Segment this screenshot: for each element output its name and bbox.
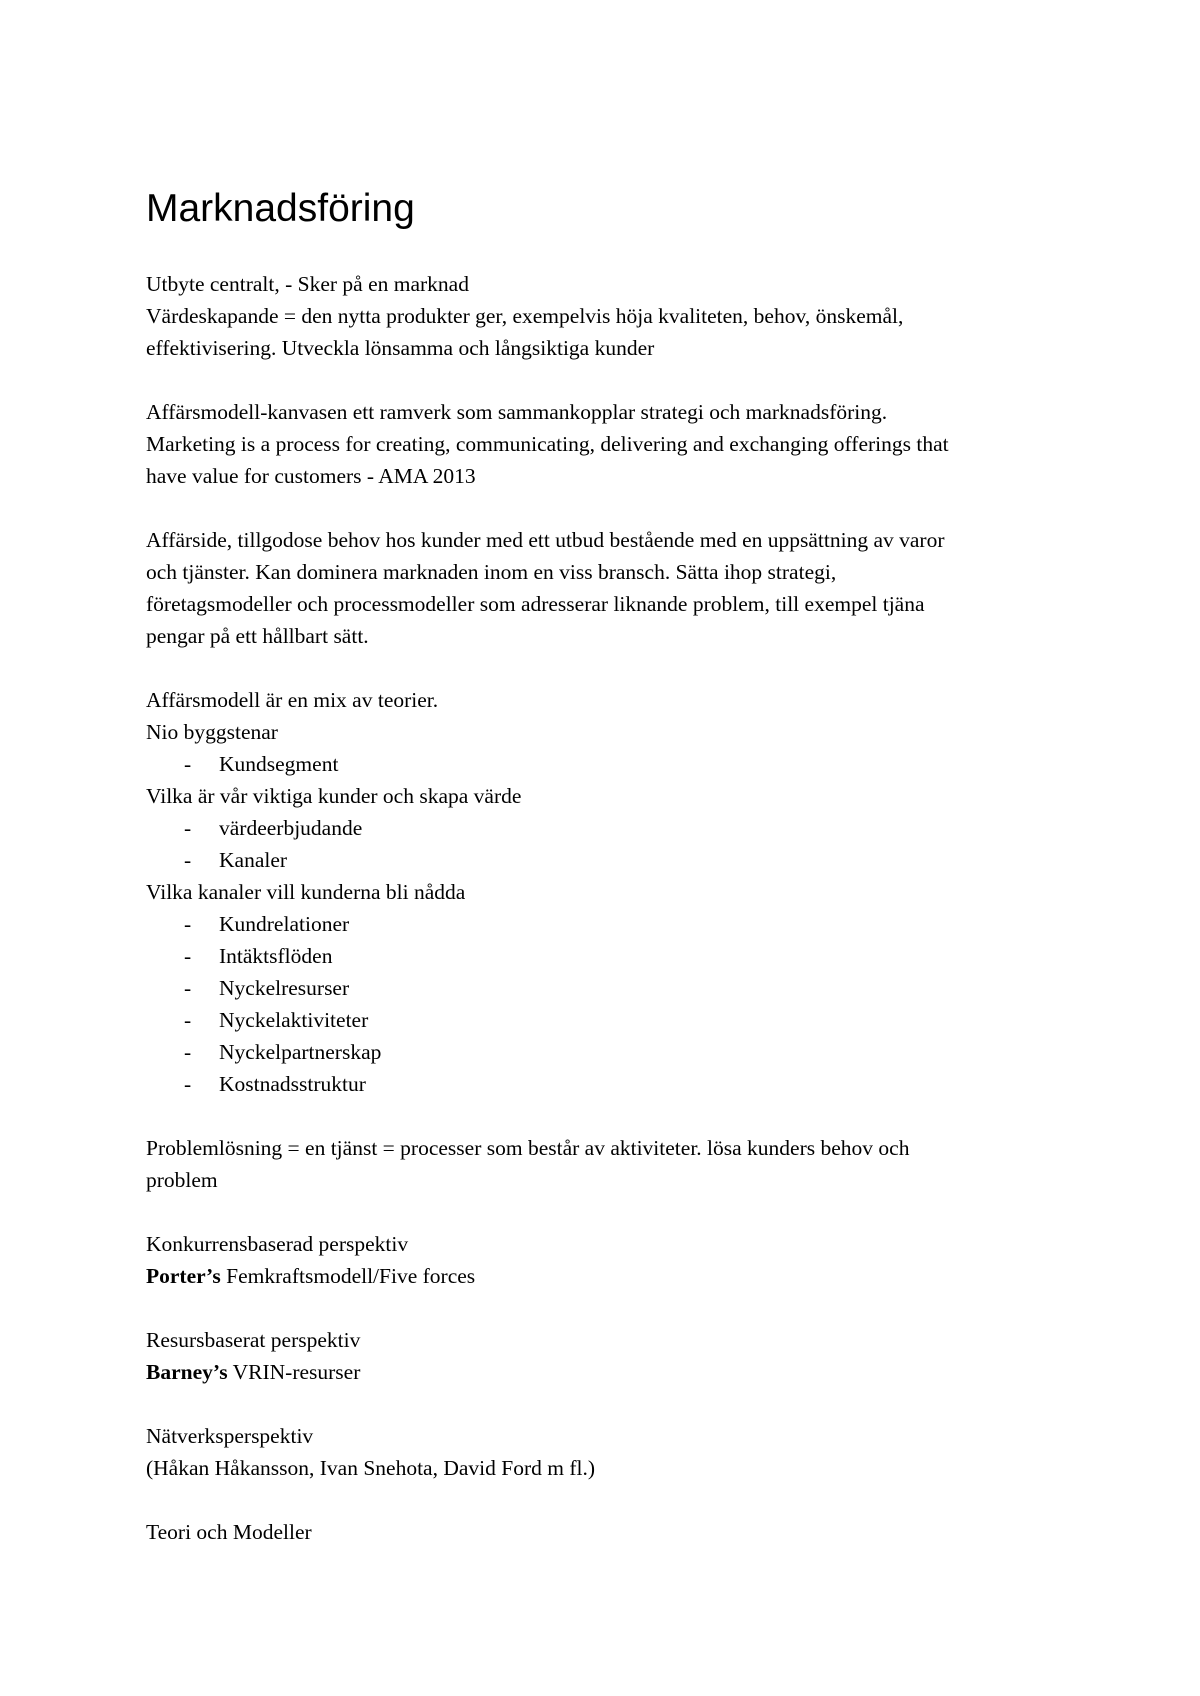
paragraph-affarsmodell-kanvasen — [146, 396, 1076, 492]
text-line: Resursbaserat perspektiv — [146, 1328, 361, 1352]
section-konkurrensbaserad — [146, 1228, 1076, 1292]
list-dash: - — [184, 1072, 192, 1096]
paragraph-utbyte — [146, 268, 1076, 364]
list-dash: - — [184, 816, 192, 840]
text-line: have value for customers - AMA 2013 — [146, 464, 476, 488]
page-title: Marknadsföring — [146, 187, 415, 230]
list-item-label: Kanaler — [219, 848, 288, 872]
blank-line — [146, 364, 1076, 396]
list-dash: - — [184, 848, 192, 872]
text-line: Affärsmodell är en mix av teorier. — [146, 688, 439, 712]
list-item — [146, 908, 1076, 940]
list-item-label: värdeerbjudande — [219, 816, 363, 840]
text-line: effektivisering. Utveckla lönsamma och långsiktiga kunder — [146, 336, 655, 360]
list-item — [146, 1036, 1076, 1068]
paragraph-affarside — [146, 524, 1076, 652]
blank-line — [146, 492, 1076, 524]
text-line: Affärside, tillgodose behov hos kunder med ett utbud bestående med en uppsättning av varor — [146, 528, 945, 552]
text-line: Problemlösning = en tjänst = processer som består av aktiviteter. lösa kunders behov och — [146, 1136, 910, 1160]
blank-line — [146, 1484, 1076, 1516]
model-name: Femkraftsmodell/Five forces — [220, 1264, 476, 1288]
list-item-label: Kundrelationer — [219, 912, 350, 936]
list-item — [146, 844, 1076, 876]
author-name: Porter’s — [146, 1264, 221, 1288]
text-line: Nätverksperspektiv — [146, 1424, 314, 1448]
text-line: Nio byggstenar — [146, 720, 278, 744]
text-line — [146, 1356, 1076, 1388]
list-item-label: Nyckelaktiviteter — [219, 1008, 369, 1032]
text-line: Vilka är vår viktiga kunder och skapa värde — [146, 784, 522, 808]
list-dash: - — [184, 912, 192, 936]
text-line: Affärsmodell-kanvasen ett ramverk som sammankopplar strategi och marknadsföring. — [146, 400, 888, 424]
text-line-teori: Teori och Modeller — [146, 1520, 312, 1544]
text-line: företagsmodeller och processmodeller som adresserar liknande problem, till exempel tjäna — [146, 592, 925, 616]
text-line: Utbyte centralt, - Sker på en marknad — [146, 272, 469, 296]
blank-line — [146, 1100, 1076, 1132]
text-line: och tjänster. Kan dominera marknaden inom en viss bransch. Sätta ihop strategi, — [146, 560, 837, 584]
blank-line — [146, 1292, 1076, 1324]
list-item — [146, 1004, 1076, 1036]
list-item-label: Nyckelresurser — [219, 976, 350, 1000]
section-byggstenar — [146, 684, 1076, 1100]
list-item — [146, 972, 1076, 1004]
author-name: Barney’s — [146, 1360, 228, 1384]
text-line: Värdeskapande = den nytta produkter ger, exempelvis höja kvaliteten, behov, önskemål, — [146, 304, 904, 328]
model-name: VRIN-resurser — [227, 1360, 361, 1384]
blank-line — [146, 1388, 1076, 1420]
list-dash: - — [184, 976, 192, 1000]
list-item — [146, 940, 1076, 972]
list-item-label: Intäktsflöden — [219, 944, 333, 968]
blank-line — [146, 1196, 1076, 1228]
text-line: Marketing is a process for creating, communicating, delivering and exchanging offerings that — [146, 432, 949, 456]
list-dash: - — [184, 1008, 192, 1032]
list-item-label: Nyckelpartnerskap — [219, 1040, 382, 1064]
section-resursbaserat — [146, 1324, 1076, 1388]
list-item — [146, 748, 1076, 780]
list-item — [146, 812, 1076, 844]
blank-line — [146, 652, 1076, 684]
paragraph-problemlosning — [146, 1132, 1076, 1196]
text-line: Konkurrensbaserad perspektiv — [146, 1232, 409, 1256]
list-item-label: Kostnadsstruktur — [219, 1072, 366, 1096]
list-dash: - — [184, 944, 192, 968]
list-dash: - — [184, 1040, 192, 1064]
text-line — [146, 1260, 1076, 1292]
list-dash: - — [184, 752, 192, 776]
list-item — [146, 1068, 1076, 1100]
document-page — [146, 186, 1076, 1548]
list-item-label: Kundsegment — [219, 752, 339, 776]
section-natverksperspektiv — [146, 1420, 1076, 1484]
text-line: (Håkan Håkansson, Ivan Snehota, David Ford m fl.) — [146, 1456, 596, 1480]
text-line: pengar på ett hållbart sätt. — [146, 624, 369, 648]
text-line: problem — [146, 1168, 218, 1192]
text-line: Vilka kanaler vill kunderna bli nådda — [146, 880, 466, 904]
